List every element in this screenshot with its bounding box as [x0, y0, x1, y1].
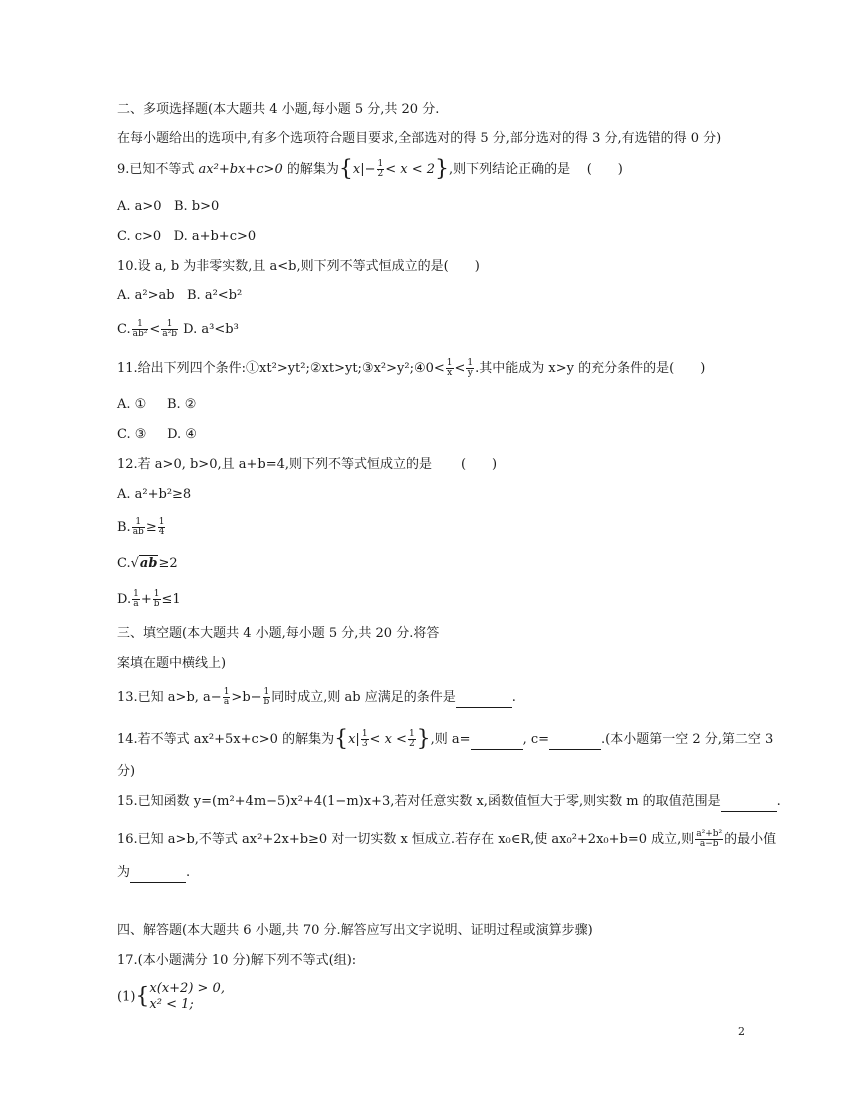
q10-options-row2: [117, 320, 239, 339]
q9-mid: 的解集为: [282, 162, 339, 177]
q9-set-rest: < x < 2: [385, 162, 436, 177]
q14-set-bar: |: [355, 732, 360, 747]
q11-options-row2: [117, 426, 197, 444]
q12-option-b: [117, 518, 166, 537]
q17-part1-label: (1): [117, 989, 136, 1005]
q14-lt: < x <: [369, 732, 407, 747]
q9-open-brace: {: [338, 156, 353, 182]
q12-answer-paren: ( ): [460, 457, 498, 472]
q14-fraction-half: $\frac{1}{2}$: [408, 729, 415, 749]
q13-answer-blank[interactable]: [456, 689, 512, 708]
q14-fraction-third: $\frac{1}{3}$: [361, 729, 368, 749]
question-9: 9.已知不等式 ax²+bx+c>0 的解集为{x|− $\frac{1}{2}$ < x < 2},则下列结论正确的是 ( ): [117, 156, 623, 182]
q13-fraction-b: $\frac{1}{b}$: [263, 687, 270, 707]
section3-title: 三、填空题(本大题共 4 小题,每小题 5 分,共 20 分.将答: [117, 626, 440, 641]
q12-option-b-fraction-right: $\frac{1}{4}$: [158, 517, 165, 537]
q11-options-row1: [117, 396, 196, 414]
question-10: 10.设 a, b 为非零实数,且 a<b,则下列不等式恒成立的是( ): [117, 259, 480, 274]
q9-option-a: A. a>0: [117, 199, 162, 214]
q9-answer-paren: ( ): [586, 162, 623, 177]
q17-system: [149, 981, 225, 1013]
q17-part1: [117, 981, 225, 1013]
q10-option-a: A. a²>ab: [117, 288, 175, 303]
q11-fraction-y: $\frac{1}{y}$: [467, 358, 474, 378]
q9-prefix: 9.已知不等式: [117, 162, 199, 177]
q9-post: ,则下列结论正确的是: [449, 162, 571, 177]
q12-option-d-plus: +: [140, 592, 152, 607]
q12-option-d-fraction-b: $\frac{1}{b}$: [153, 589, 160, 609]
q11-option-b: B. ②: [166, 397, 197, 412]
q10-option-c-prefix: C.: [117, 322, 131, 337]
q10-options-row1: [117, 287, 242, 305]
q12-option-c: [117, 555, 178, 573]
question-15: [117, 793, 781, 812]
q11-prefix: 11.给出下列四个条件:①xt²>yt²;②xt>yt;③x²>y²;④0<: [117, 361, 445, 376]
q15-text: 15.已知函数 y=(m²+4m−5)x²+4(1−m)x+3,若对任意实数 x,函数值恒大于零,则实数 m 的取值范围是: [117, 794, 721, 809]
q16-line2: [117, 864, 190, 883]
q13-mid: >b−: [231, 690, 262, 705]
q10-option-c-fraction-right: $\frac{1}{\text{a²b}}$: [162, 319, 178, 339]
q12-option-d: [117, 590, 181, 609]
q13-post: 同时成立,则 ab 应满足的条件是: [271, 690, 456, 705]
q14-line2: 分): [117, 764, 136, 779]
sqrt-symbol: √ab: [130, 556, 158, 571]
q10-option-b: B. a²<b²: [187, 288, 243, 303]
q10-option-d: D. a³<b³: [183, 322, 239, 337]
q12-option-d-fraction-a: $\frac{1}{a}$: [133, 589, 139, 609]
q16-text: 16.已知 a>b,不等式 ax²+2x+b≥0 对一切实数 x 恒成立.若存在 x₀∈R,使 ax₀²+2x₀+b=0 成立,则: [117, 832, 695, 847]
q9-options-row1: [117, 198, 219, 216]
q9-options-row2: [117, 228, 256, 246]
question-17: 17.(本小题满分 10 分)解下列不等式(组):: [117, 953, 357, 968]
section2-title: 二、多项选择题(本大题共 4 小题,每小题 5 分,共 20 分.: [117, 102, 440, 117]
q14-close-brace: }: [416, 726, 431, 752]
q14-answer-blank-c[interactable]: [549, 731, 601, 750]
q13-fraction-a: $\frac{1}{a}$: [223, 687, 230, 707]
q9-option-b: B. b>0: [173, 199, 220, 214]
q11-lt: <: [454, 361, 466, 376]
q11-option-a: A. ①: [117, 397, 147, 412]
q14-end: .(本小题第一空 2 分,第二空 3: [601, 732, 774, 747]
q12-option-b-prefix: B.: [117, 520, 131, 535]
q12-option-c-prefix: C.: [117, 556, 131, 571]
q12-text: 12.若 a>0, b>0,且 a+b=4,则下列不等式恒成立的是: [117, 457, 432, 472]
section4-title: 四、解答题(本大题共 6 小题,共 70 分.解答应写出文字说明、证明过程或演算步骤): [117, 923, 593, 938]
q9-option-c: C. c>0: [117, 229, 162, 244]
section3-title-cont: 案填在题中横线上): [117, 656, 227, 671]
q9-inequality: ax²+bx+c>0: [198, 162, 283, 177]
q14-set-x: x: [348, 732, 356, 747]
q14-prefix: 14.若不等式 ax²+5x+c>0 的解集为: [117, 732, 335, 747]
q16-answer-blank[interactable]: [130, 864, 186, 883]
q9-set-bar: |: [360, 162, 365, 177]
q9-close-brace: }: [435, 156, 450, 182]
q12-option-b-geq: ≥: [145, 520, 157, 535]
q11-post: .其中能成为 x>y 的充分条件的是( ): [475, 361, 706, 376]
q10-option-c-fraction-left: $\frac{1}{\text{ab²}}$: [132, 319, 148, 339]
q14-answer-blank-a[interactable]: [471, 731, 523, 750]
question-14: [117, 726, 774, 752]
q14-open-brace: {: [334, 726, 349, 752]
q17-system-eq1: x(x+2) > 0,: [149, 981, 225, 996]
q12-option-d-post: ≤1: [161, 592, 181, 607]
q17-system-eq2: x² < 1;: [149, 997, 194, 1012]
q9-option-d: D. a+b+c>0: [173, 229, 257, 244]
q11-option-d: D. ④: [167, 427, 197, 442]
question-13: [117, 688, 516, 708]
q16-end: .: [186, 865, 191, 880]
q12-option-a: A. a²+b²≥8: [117, 487, 192, 502]
q16-line2-prefix: 为: [117, 865, 131, 880]
q13-prefix: 13.已知 a>b, a−: [117, 690, 222, 705]
question-16: [117, 830, 776, 849]
question-11: [117, 359, 705, 378]
q14-post: ,则 a=: [430, 732, 471, 747]
q9-fraction: $\frac{1}{2}$: [377, 159, 384, 179]
section2-note: 在每小题给出的选项中,有多个选项符合题目要求,全部选对的得 5 分,部分选对的得 3 分,有选错的得 0 分): [117, 131, 722, 146]
q15-end: .: [776, 794, 781, 809]
q16-post: 的最小值: [724, 832, 777, 847]
q10-option-c-lt: <: [149, 322, 161, 337]
q12-option-c-post: ≥2: [158, 556, 178, 571]
page-number: 2: [738, 1025, 745, 1038]
q12-option-d-prefix: D.: [117, 592, 132, 607]
q13-end: .: [511, 690, 516, 705]
q16-fraction: $\frac{\text{a²+b²}}{a-b}$: [696, 829, 723, 849]
question-12: [117, 456, 497, 474]
q11-fraction-x: $\frac{1}{x}$: [446, 358, 453, 378]
q14-mid: , c=: [522, 732, 550, 747]
q15-answer-blank[interactable]: [721, 793, 777, 812]
q17-system-brace: {: [135, 984, 150, 1009]
q12-option-b-fraction-left: $\frac{1}{ab}$: [132, 517, 144, 537]
q11-option-c: C. ③: [117, 427, 147, 442]
q9-set-x: x: [352, 162, 361, 177]
